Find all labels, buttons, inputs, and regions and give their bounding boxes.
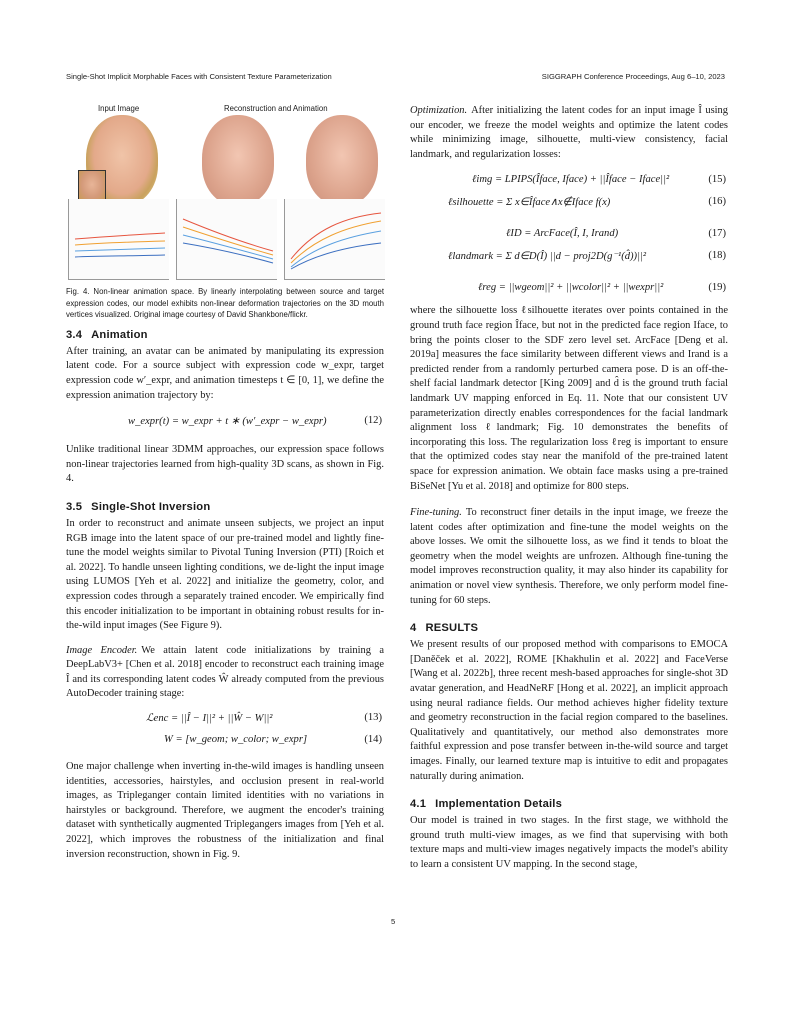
paragraph-image-encoder bbox=[66, 644, 384, 702]
trajectory-plot-1 bbox=[68, 199, 169, 280]
equation-body: ℓimg = LPIPS(Îface, Iface) + ||Îface − Iface||² bbox=[472, 174, 670, 186]
paragraph-inversion-3: One major challenge when inverting in-the-wild images is handling unseen identities, accessories, hairstyles, and occlusion present in real-world images, as Tripleganger contain limited identities with no variations in hairstyles or background. Therefore, we augment the encoder's training dataset with synthetically augmented Triplegangers images from [Yeh et al. 2022], which improves the robustness of the initialization and final inversion reconstruction, shown in Fig. 9. bbox=[66, 761, 384, 860]
trajectory-plot-3 bbox=[284, 199, 385, 280]
trajectory-lines-1 bbox=[69, 199, 169, 279]
paragraph-text: To reconstruct finer details in the input image, we freeze the latent codes after optimization and fine-tune the model weights on the above losses. We omit the silhouette loss, as we find it tends to bloat the geometry when the model weights are unfrozen. Although fine-tuning the model improves reconstruction quality, it may also hinder its capability for animation or novel view synthesis. Therefore, we only perform model fine-tuning for 60 steps. bbox=[410, 507, 728, 606]
equation-13 bbox=[66, 708, 384, 730]
left-column bbox=[66, 104, 384, 862]
figure-label-reconstruction: Reconstruction and Animation bbox=[224, 104, 328, 113]
paragraph-finetuning bbox=[410, 506, 728, 608]
equation-number: (16) bbox=[708, 196, 726, 208]
section-number: 3.5 bbox=[66, 500, 83, 513]
equation-body: ℒenc = ||Î − I||² + ||Ŵ − W||² bbox=[146, 713, 273, 725]
paragraph-text: After initializing the latent codes for an input image Î using our encoder, we freeze the model weights and optimize the latent codes while minimizing image, silhouette, multi-view consistency, facial landmark, and regularization losses: bbox=[410, 105, 728, 160]
equation-number: (18) bbox=[708, 250, 726, 262]
figure-label-input: Input Image bbox=[98, 104, 140, 113]
equation-number: (12) bbox=[364, 415, 382, 427]
figure-caption: Fig. 4. Non-linear animation space. By linearly interpolating between source and target expression codes, our model exhibits non-linear deformation trajectories on the 3D mouth vertices visualized. Original image courtesy of David Shankbone/flickr. bbox=[66, 287, 384, 320]
runin-heading: Fine-tuning. bbox=[410, 507, 462, 519]
equation-body: W = [w_geom; w_color; w_expr] bbox=[164, 734, 308, 746]
paragraph-text: We attain latent code initializations by training a DeepLabV3+ [Chen et al. 2018] encoder to reconstruct each training image Î and its corresponding latent codes Ŵ already computed from the previous AutoDecoder training stage: bbox=[66, 644, 384, 700]
equation-17 bbox=[410, 224, 728, 246]
input-thumbnail bbox=[78, 170, 106, 202]
paragraph-animation-1: After training, an avatar can be animated by manipulating its expression latent code. For a source subject with expression code w_expr, target expression code w′_expr, and animation timesteps t ∈ [0, 1], we define the expression animation trajectory by: bbox=[66, 345, 384, 401]
paragraph-animation-2: Unlike traditional linear 3DMM approaches, our expression space follows non-linear trajectories learned from high-quality 3D scans, as shown in Fig. 4. bbox=[66, 444, 384, 485]
section-number: 4.1 bbox=[410, 798, 427, 811]
equation-15 bbox=[410, 170, 728, 192]
equation-18 bbox=[410, 246, 728, 278]
section-number: 3.4 bbox=[66, 328, 83, 341]
equation-number: (15) bbox=[708, 174, 726, 186]
trajectory-plot-2 bbox=[176, 199, 277, 280]
trajectory-lines-3 bbox=[285, 199, 385, 279]
page-number: 5 bbox=[391, 917, 396, 926]
running-header-venue: SIGGRAPH Conference Proceedings, Aug 6–10, 2023 bbox=[541, 72, 725, 81]
paragraph-optimization-2: where the silhouette loss ℓsilhouette iterates over points contained in the ground truth face region Îface, but not in the predicted face region Iface, to bring the points closer to the SDF zero level set. ArcFace [Deng et al. 2019a] measures the face similarity between different views and Irand is a predicted render from a randomly perturbed camera pose. D is an off-the-shelf facial landmark detector [King 2009] and d̂ is the ground truth facial landmark UV mapping enforced in Eq. 11. Note that our consistent UV parameterization directly enables correspondences for the facial landmark alignment loss ℓlandmark; Fig. 10 demonstrates the benefits of incorporating this loss. The regularization loss ℓreg is important to ensure that the optimized codes stay near the manifold of the pre-trained latent space for expression animation. We obtain face masks using a pre-trained BiSeNet [Yu et al. 2018] and optimize for 800 steps. bbox=[410, 305, 728, 492]
trajectory-lines-2 bbox=[177, 199, 277, 279]
equation-number: (19) bbox=[708, 282, 726, 294]
equation-number: (14) bbox=[364, 734, 382, 746]
section-heading-animation bbox=[66, 329, 384, 341]
section-title: Implementation Details bbox=[435, 798, 563, 811]
running-header-title: Single-Shot Implicit Morphable Faces with Consistent Texture Parameterization bbox=[66, 72, 332, 81]
equation-19 bbox=[410, 278, 728, 300]
paragraph-inversion-1: In order to reconstruct and animate unseen subjects, we project an input RGB image into the latent space of our pre-trained model and lightly fine-tune the model weights similar to Pivotal Tuning Inversion (PTI) [Roich et al. 2022]. To handle unseen lighting conditions, we de-light the input image using LUMOS [Yeh et al. 2022] and initialize the geometry, color, and expression codes through a separately trained encoder. We empirically find this encoder initialization to be important in obtaining robust results for in-the-wild input images (See Figure 9). bbox=[66, 517, 384, 632]
section-heading-inversion bbox=[66, 501, 384, 513]
equation-12 bbox=[66, 411, 384, 433]
figure-4 bbox=[66, 104, 384, 286]
equation-number: (13) bbox=[364, 712, 382, 724]
paragraph-implementation: Our model is trained in two stages. In the first stage, we withhold the ground truth multi-view images, as we find that supervising with both texture maps and multi-view images negatively impacts the model's ability to learn a consistent UV mapping. In the second stage, bbox=[410, 815, 728, 870]
equation-body: ℓID = ArcFace(Î, I, Irand) bbox=[506, 228, 619, 240]
section-title: RESULTS bbox=[425, 622, 479, 635]
equation-14 bbox=[66, 730, 384, 752]
runin-heading: Image Encoder. bbox=[66, 644, 138, 656]
paragraph-results: We present results of our proposed method with comparisons to EMOCA [Daněček et al. 2022], ROME [Khakhulin et al. 2022] and FaceVerse [Wang et al. 2022b], three recent mesh-based approaches for single-shot 3D avatar generation, and HeadNeRF [Hong et al. 2022], an implicit approach using neural radiance fields. Our method achieves higher fidelity texture and geometry reconstruction in the facial region compared to the baselines. Qualitatively and quantitatively, our method also demonstrates more faithful expression and pose transfer between in-the-wild source and target images. Finally, our learned texture map is intuitive to edit and propagates naturally during animation. bbox=[410, 639, 728, 782]
section-title: Animation bbox=[91, 328, 148, 341]
section-heading-implementation bbox=[410, 798, 728, 810]
right-column bbox=[410, 104, 728, 873]
reconstruction-face-expression bbox=[306, 115, 378, 205]
section-number: 4 bbox=[410, 622, 417, 635]
equation-body: ℓsilhouette = Σ x∈Îface∧x∉Iface f(x) bbox=[448, 197, 611, 209]
section-title: Single-Shot Inversion bbox=[91, 500, 211, 513]
runin-heading: Optimization. bbox=[410, 105, 468, 116]
equation-body: w_expr(t) = w_expr + t ∗ (w′_expr − w_expr) bbox=[128, 416, 327, 428]
equation-16 bbox=[410, 192, 728, 224]
equation-number: (17) bbox=[708, 228, 726, 240]
reconstruction-face-neutral bbox=[202, 115, 274, 205]
equation-body: ℓlandmark = Σ d∈D(Î) ||d − proj2D(g⁻¹(d̂))||² bbox=[448, 251, 647, 263]
paragraph-optimization bbox=[410, 104, 728, 162]
section-heading-results bbox=[410, 622, 728, 634]
equation-body: ℓreg = ||wgeom||² + ||wcolor||² + ||wexpr||² bbox=[478, 282, 664, 294]
